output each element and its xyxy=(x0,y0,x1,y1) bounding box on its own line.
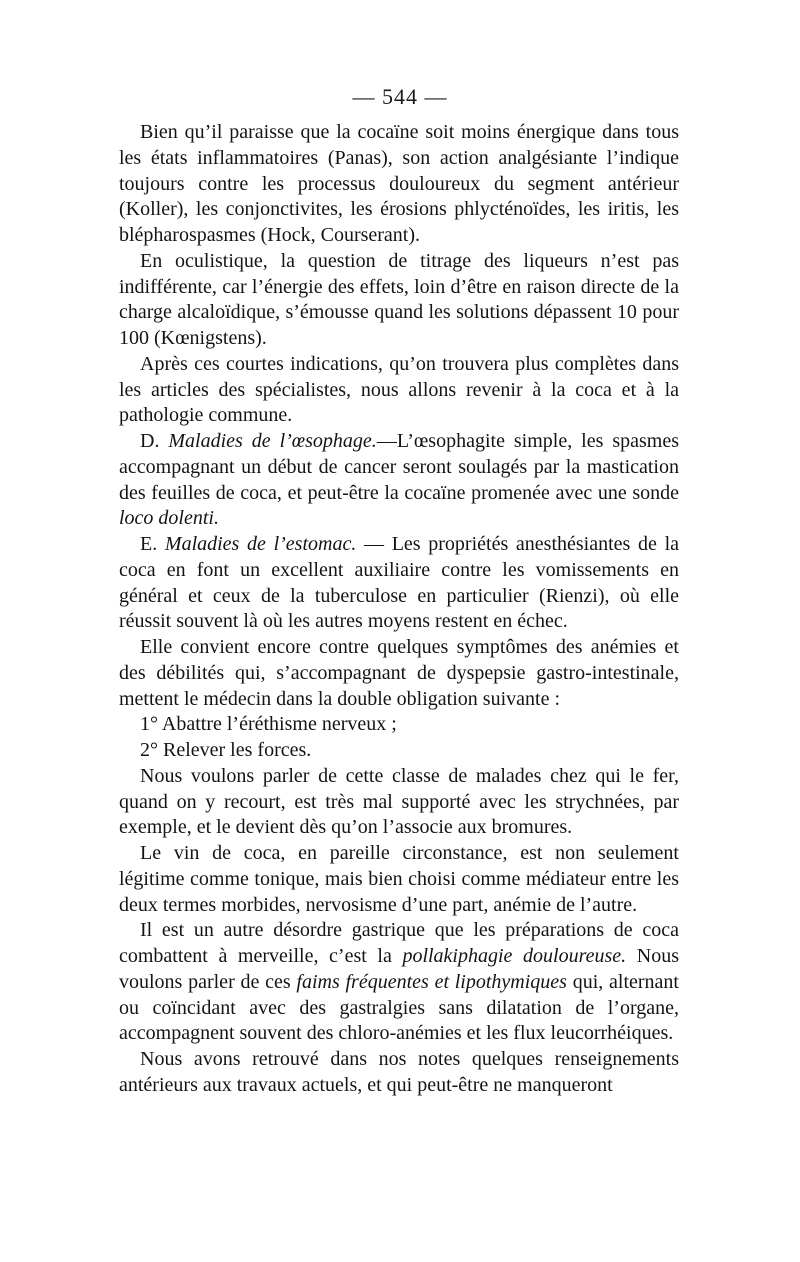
latin-phrase: loco dolenti. xyxy=(119,507,219,530)
paragraph-oesophage xyxy=(119,429,679,532)
paragraph-oesophage-body: —L’œsophagite simple, les spasmes accompagnant un début de cancer seront soulagés par la mastication des feuilles de coca, et peut-être la cocaïne promenée avec une sonde xyxy=(119,430,679,504)
paragraph-vin-de-coca: Le vin de coca, en pareille circonstance, est non seulement légitime comme tonique, mais bien choisi comme médiateur entre les deux termes morbides, nervosisme d’une part, anémie de l’autre. xyxy=(119,842,679,916)
section-heading-estomac: Maladies de l’estomac. xyxy=(164,533,357,555)
section-letter: D. xyxy=(140,430,169,452)
body-text xyxy=(119,120,679,1099)
paragraph-pollakiphagie xyxy=(119,918,679,1047)
list-item-2: 2° Relever les forces. xyxy=(140,739,312,761)
paragraph-fer: Nous voulons parler de cette classe de malades chez qui le fer, quand on y recourt, est très mal supporté avec les strychnées, par exemple, et le devient dès qu’on l’associe aux bromures. xyxy=(119,764,679,839)
paragraph-anemies: Elle convient encore contre quelques symptômes des anémies et des débilités qui, s’accompagnant de dyspepsie gastro-intestinale, mettent le médecin dans la double obligation suivante : xyxy=(119,636,679,710)
paragraph-pollakiphagie-part1: Il est un autre désordre gastrique que les préparations de coca combattent à merveille, c’est la xyxy=(119,919,679,967)
paragraph-indications: Après ces courtes indications, qu’on trouvera plus complètes dans les articles des spécialistes, nous allons revenir à la coca et à la pathologie commune. xyxy=(119,352,679,427)
paragraph-estomac xyxy=(119,532,679,635)
list-item-1: 1° Abattre l’éréthisme nerveux ; xyxy=(140,713,397,736)
section-letter: E. xyxy=(140,533,165,555)
italic-term-faims: faims fréquentes et lipothymiques xyxy=(296,970,567,993)
paragraph-pollakiphagie-part2: Nous voulons parler de ces xyxy=(119,945,679,993)
page-number: — 544 — xyxy=(352,84,448,109)
section-heading-oesophage: Maladies de l’œsophage. xyxy=(168,430,377,452)
paragraph-cocaine-inflammation: Bien qu’il paraisse que la cocaïne soit moins énergique dans tous les états inflammatoires (Panas), son action analgésiante l’indique toujours contre les processus douloureux du segment antérieur (Koller), les conjonctivites, les érosions phlycténoïdes, les iritis, les blépharospasmes (Hock, Courserant). xyxy=(119,121,679,246)
paragraph-pollakiphagie-part3: qui, alternant ou coïncidant avec des gastralgies sans dilatation de l’organe, accompagnent souvent des chloro-anémies et les flux leucorrhéiques. xyxy=(119,970,679,1045)
paragraph-notes: Nous avons retrouvé dans nos notes quelques renseignements antérieurs aux travaux actuels, et qui peut-être ne manqueront xyxy=(119,1048,679,1096)
italic-term-pollakiphagie: pollakiphagie douloureuse. xyxy=(402,945,627,967)
paragraph-estomac-body: — Les propriétés anesthésiantes de la coca en font un excellent auxiliaire contre les vomissements en général et ceux de la tuberculose en particulier (Rienzi), où elle réussit souvent là où les autres moyens restent en échec. xyxy=(119,533,680,633)
paragraph-oculistique: En oculistique, la question de titrage des liqueurs n’est pas indifférente, car l’énergie des effets, loin d’être en raison directe de la charge alcaloïdique, s’émousse quand les solutions dépassent 10 pour 100 (Kœnigstens). xyxy=(119,249,679,349)
